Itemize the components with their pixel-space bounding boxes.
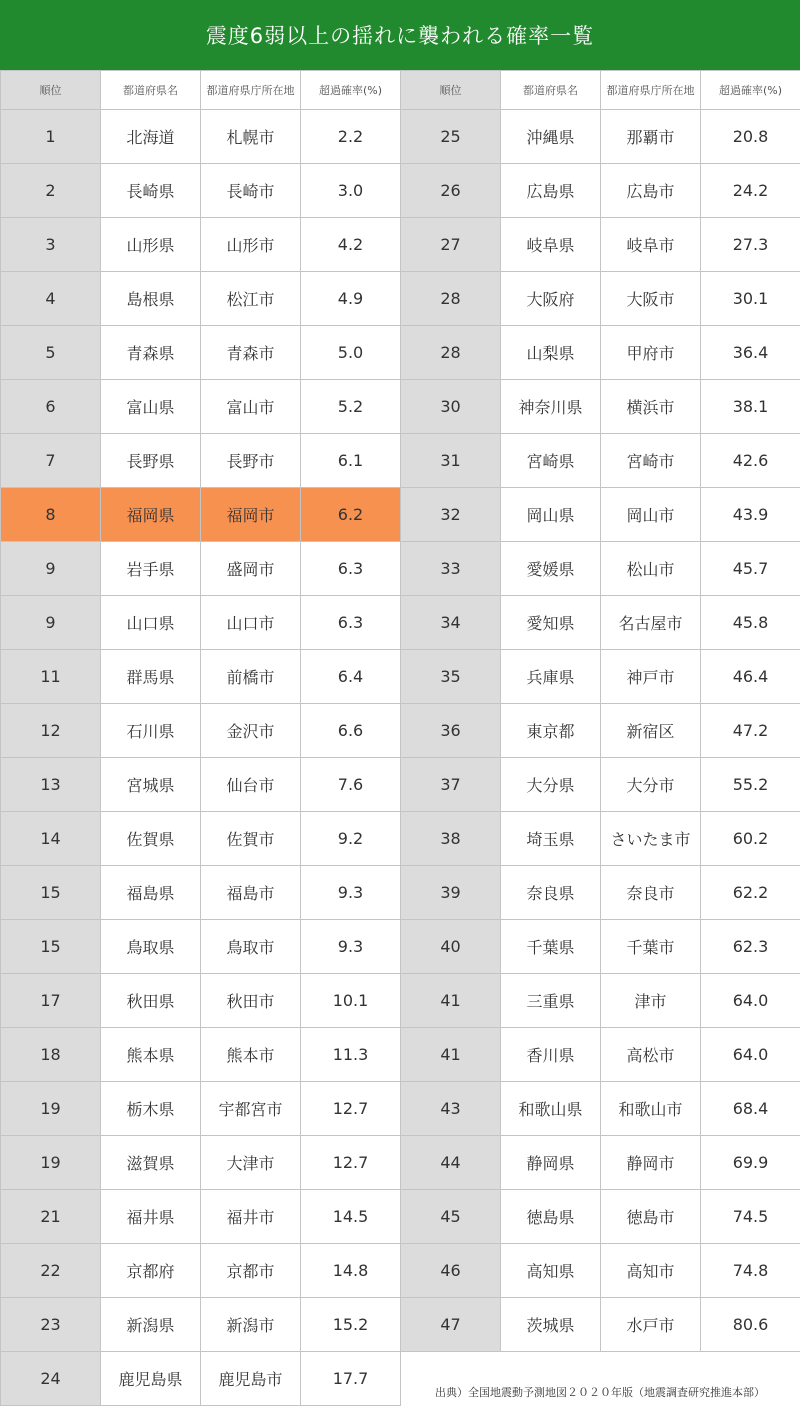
rank-cell: 9 xyxy=(1,542,101,596)
rank-cell: 1 xyxy=(1,110,101,164)
rank-header: 順位 xyxy=(1,71,101,110)
rank-cell: 12 xyxy=(1,704,101,758)
capital-cell: 熊本市 xyxy=(201,1028,301,1082)
rank-cell: 33 xyxy=(401,542,501,596)
rate-cell: 20.8 xyxy=(701,110,800,164)
prefecture-cell: 埼玉県 xyxy=(501,812,601,866)
prefecture-cell: 京都府 xyxy=(101,1244,201,1298)
capital-cell: 千葉市 xyxy=(601,920,701,974)
capital-cell: 福岡市 xyxy=(201,488,301,542)
table-row xyxy=(1,1244,401,1298)
table-row xyxy=(401,596,800,650)
prefecture-cell: 島根県 xyxy=(101,272,201,326)
rate-cell: 3.0 xyxy=(301,164,401,218)
rank-cell: 40 xyxy=(401,920,501,974)
rate-cell: 6.6 xyxy=(301,704,401,758)
prefecture-cell: 奈良県 xyxy=(501,866,601,920)
rank-cell: 43 xyxy=(401,1082,501,1136)
capital-cell: 仙台市 xyxy=(201,758,301,812)
capital-cell: 水戸市 xyxy=(601,1298,701,1352)
table-row xyxy=(401,1244,800,1298)
rank-cell: 28 xyxy=(401,272,501,326)
prefecture-cell: 沖縄県 xyxy=(501,110,601,164)
prefecture-cell: 山形県 xyxy=(101,218,201,272)
table-row xyxy=(1,1190,401,1244)
rate-cell: 12.7 xyxy=(301,1082,401,1136)
table-row xyxy=(401,110,800,164)
capital-cell: 奈良市 xyxy=(601,866,701,920)
prefecture-cell: 秋田県 xyxy=(101,974,201,1028)
table-row xyxy=(1,488,401,542)
prefecture-cell: 大分県 xyxy=(501,758,601,812)
prefecture-cell: 滋賀県 xyxy=(101,1136,201,1190)
capital-cell: 高松市 xyxy=(601,1028,701,1082)
capital-cell: 長崎市 xyxy=(201,164,301,218)
table-row xyxy=(401,1028,800,1082)
rate-cell: 4.9 xyxy=(301,272,401,326)
prefecture-header: 都道府県名 xyxy=(101,71,201,110)
rate-cell: 68.4 xyxy=(701,1082,800,1136)
rate-cell: 60.2 xyxy=(701,812,800,866)
rank-cell: 21 xyxy=(1,1190,101,1244)
rate-cell: 6.4 xyxy=(301,650,401,704)
rank-cell: 18 xyxy=(1,1028,101,1082)
capital-cell: さいたま市 xyxy=(601,812,701,866)
rank-cell: 44 xyxy=(401,1136,501,1190)
table-row xyxy=(401,866,800,920)
table-row xyxy=(1,974,401,1028)
prefecture-cell: 栃木県 xyxy=(101,1082,201,1136)
table-row xyxy=(401,434,800,488)
rank-cell: 25 xyxy=(401,110,501,164)
rank-cell: 4 xyxy=(1,272,101,326)
rank-cell: 26 xyxy=(401,164,501,218)
prefecture-cell: 群馬県 xyxy=(101,650,201,704)
rank-cell: 13 xyxy=(1,758,101,812)
prefecture-cell: 和歌山県 xyxy=(501,1082,601,1136)
prefecture-cell: 福岡県 xyxy=(101,488,201,542)
table-row xyxy=(401,1298,800,1352)
rate-cell: 36.4 xyxy=(701,326,800,380)
table-row xyxy=(1,380,401,434)
capital-cell: 宇都宮市 xyxy=(201,1082,301,1136)
table-row xyxy=(401,650,800,704)
capital-cell: 横浜市 xyxy=(601,380,701,434)
rate-cell: 4.2 xyxy=(301,218,401,272)
table-header-row xyxy=(1,71,401,110)
rate-cell: 6.3 xyxy=(301,542,401,596)
rank-cell: 36 xyxy=(401,704,501,758)
table-row xyxy=(401,380,800,434)
table-row xyxy=(1,272,401,326)
rate-cell: 47.2 xyxy=(701,704,800,758)
prefecture-cell: 岩手県 xyxy=(101,542,201,596)
prefecture-cell: 兵庫県 xyxy=(501,650,601,704)
table-row xyxy=(1,164,401,218)
rate-cell: 62.2 xyxy=(701,866,800,920)
rank-cell: 19 xyxy=(1,1136,101,1190)
rate-cell: 80.6 xyxy=(701,1298,800,1352)
rate-header: 超過確率(%) xyxy=(701,71,800,110)
rank-cell: 45 xyxy=(401,1190,501,1244)
prefecture-cell: 熊本県 xyxy=(101,1028,201,1082)
table-row xyxy=(401,1082,800,1136)
rate-cell: 62.3 xyxy=(701,920,800,974)
prefecture-cell: 千葉県 xyxy=(501,920,601,974)
prefecture-cell: 岡山県 xyxy=(501,488,601,542)
capital-cell: 山形市 xyxy=(201,218,301,272)
rate-cell: 24.2 xyxy=(701,164,800,218)
capital-cell: 新潟市 xyxy=(201,1298,301,1352)
rank-cell: 8 xyxy=(1,488,101,542)
prefecture-cell: 神奈川県 xyxy=(501,380,601,434)
rank-cell: 37 xyxy=(401,758,501,812)
prefecture-cell: 東京都 xyxy=(501,704,601,758)
rank-cell: 7 xyxy=(1,434,101,488)
table-row xyxy=(401,758,800,812)
prefecture-cell: 高知県 xyxy=(501,1244,601,1298)
prefecture-cell: 三重県 xyxy=(501,974,601,1028)
capital-cell: 徳島市 xyxy=(601,1190,701,1244)
rate-cell: 9.3 xyxy=(301,866,401,920)
capital-cell: 津市 xyxy=(601,974,701,1028)
capital-cell: 大阪市 xyxy=(601,272,701,326)
rank-header: 順位 xyxy=(401,71,501,110)
prefecture-cell: 岐阜県 xyxy=(501,218,601,272)
rank-cell: 38 xyxy=(401,812,501,866)
rate-cell: 43.9 xyxy=(701,488,800,542)
rank-cell: 30 xyxy=(401,380,501,434)
rate-cell: 12.7 xyxy=(301,1136,401,1190)
rank-cell: 46 xyxy=(401,1244,501,1298)
table-row xyxy=(401,1136,800,1190)
rank-cell: 15 xyxy=(1,866,101,920)
table-row xyxy=(401,218,800,272)
capital-cell: 宮崎市 xyxy=(601,434,701,488)
prefecture-cell: 徳島県 xyxy=(501,1190,601,1244)
rate-cell: 64.0 xyxy=(701,974,800,1028)
prefecture-cell: 山口県 xyxy=(101,596,201,650)
rate-cell: 15.2 xyxy=(301,1298,401,1352)
prefecture-cell: 北海道 xyxy=(101,110,201,164)
rate-cell: 55.2 xyxy=(701,758,800,812)
capital-cell: 札幌市 xyxy=(201,110,301,164)
capital-cell: 甲府市 xyxy=(601,326,701,380)
capital-cell: 山口市 xyxy=(201,596,301,650)
rate-cell: 14.8 xyxy=(301,1244,401,1298)
ranking-table-left-body xyxy=(1,110,401,1406)
rank-cell: 28 xyxy=(401,326,501,380)
table-row xyxy=(1,1352,401,1406)
rate-cell: 9.3 xyxy=(301,920,401,974)
rate-cell: 45.7 xyxy=(701,542,800,596)
capital-cell: 鳥取市 xyxy=(201,920,301,974)
rank-cell: 11 xyxy=(1,650,101,704)
capital-cell: 前橋市 xyxy=(201,650,301,704)
table-row xyxy=(401,326,800,380)
table-row xyxy=(1,1136,401,1190)
table-row xyxy=(1,866,401,920)
capital-cell: 松江市 xyxy=(201,272,301,326)
capital-cell: 大津市 xyxy=(201,1136,301,1190)
table-row xyxy=(1,920,401,974)
rate-cell: 46.4 xyxy=(701,650,800,704)
rank-cell: 47 xyxy=(401,1298,501,1352)
ranking-table-right-body xyxy=(401,110,800,1352)
rate-cell: 5.0 xyxy=(301,326,401,380)
prefecture-cell: 佐賀県 xyxy=(101,812,201,866)
capital-cell: 高知市 xyxy=(601,1244,701,1298)
table-row xyxy=(401,164,800,218)
rate-cell: 7.6 xyxy=(301,758,401,812)
table-row xyxy=(1,326,401,380)
source-note: 出典）全国地震動予測地図２０２０年版（地震調査研究推進本部） xyxy=(435,1386,765,1399)
rate-cell: 17.7 xyxy=(301,1352,401,1406)
prefecture-cell: 茨城県 xyxy=(501,1298,601,1352)
capital-cell: 京都市 xyxy=(201,1244,301,1298)
capital-header: 都道府県庁所在地 xyxy=(201,71,301,110)
rank-cell: 24 xyxy=(1,1352,101,1406)
capital-cell: 新宿区 xyxy=(601,704,701,758)
table-row xyxy=(1,218,401,272)
capital-cell: 松山市 xyxy=(601,542,701,596)
capital-cell: 広島市 xyxy=(601,164,701,218)
rank-cell: 19 xyxy=(1,1082,101,1136)
table-row xyxy=(1,596,401,650)
capital-cell: 名古屋市 xyxy=(601,596,701,650)
table-header-row xyxy=(401,71,800,110)
capital-cell: 青森市 xyxy=(201,326,301,380)
rate-cell: 64.0 xyxy=(701,1028,800,1082)
rank-cell: 27 xyxy=(401,218,501,272)
prefecture-cell: 鹿児島県 xyxy=(101,1352,201,1406)
rate-cell: 14.5 xyxy=(301,1190,401,1244)
table-row xyxy=(1,434,401,488)
table-row xyxy=(401,542,800,596)
table-row xyxy=(401,488,800,542)
rank-cell: 41 xyxy=(401,974,501,1028)
rate-cell: 38.1 xyxy=(701,380,800,434)
prefecture-cell: 愛媛県 xyxy=(501,542,601,596)
prefecture-cell: 山梨県 xyxy=(501,326,601,380)
prefecture-cell: 静岡県 xyxy=(501,1136,601,1190)
rate-cell: 27.3 xyxy=(701,218,800,272)
capital-cell: 大分市 xyxy=(601,758,701,812)
rank-cell: 39 xyxy=(401,866,501,920)
rank-cell: 15 xyxy=(1,920,101,974)
rate-header: 超過確率(%) xyxy=(301,71,401,110)
capital-cell: 福島市 xyxy=(201,866,301,920)
table-row xyxy=(401,974,800,1028)
rank-cell: 17 xyxy=(1,974,101,1028)
capital-cell: 盛岡市 xyxy=(201,542,301,596)
capital-header: 都道府県庁所在地 xyxy=(601,71,701,110)
rate-cell: 11.3 xyxy=(301,1028,401,1082)
table-row xyxy=(401,272,800,326)
rate-cell: 42.6 xyxy=(701,434,800,488)
table-row xyxy=(1,812,401,866)
rate-cell: 6.3 xyxy=(301,596,401,650)
prefecture-cell: 大阪府 xyxy=(501,272,601,326)
rank-cell: 31 xyxy=(401,434,501,488)
capital-cell: 静岡市 xyxy=(601,1136,701,1190)
table-row xyxy=(1,758,401,812)
rate-cell: 9.2 xyxy=(301,812,401,866)
table-row xyxy=(1,110,401,164)
prefecture-cell: 長野県 xyxy=(101,434,201,488)
rank-cell: 14 xyxy=(1,812,101,866)
rank-cell: 32 xyxy=(401,488,501,542)
capital-cell: 福井市 xyxy=(201,1190,301,1244)
ranking-table-left xyxy=(0,70,401,1406)
prefecture-cell: 新潟県 xyxy=(101,1298,201,1352)
rate-cell: 10.1 xyxy=(301,974,401,1028)
prefecture-cell: 宮城県 xyxy=(101,758,201,812)
prefecture-cell: 福島県 xyxy=(101,866,201,920)
capital-cell: 那覇市 xyxy=(601,110,701,164)
prefecture-cell: 長崎県 xyxy=(101,164,201,218)
rank-cell: 9 xyxy=(1,596,101,650)
rank-cell: 41 xyxy=(401,1028,501,1082)
prefecture-cell: 宮崎県 xyxy=(501,434,601,488)
rank-cell: 2 xyxy=(1,164,101,218)
table-row xyxy=(1,650,401,704)
rank-cell: 6 xyxy=(1,380,101,434)
capital-cell: 富山市 xyxy=(201,380,301,434)
rate-cell: 30.1 xyxy=(701,272,800,326)
rank-cell: 23 xyxy=(1,1298,101,1352)
prefecture-cell: 石川県 xyxy=(101,704,201,758)
capital-cell: 佐賀市 xyxy=(201,812,301,866)
rank-cell: 34 xyxy=(401,596,501,650)
rate-cell: 6.1 xyxy=(301,434,401,488)
table-row xyxy=(401,920,800,974)
capital-cell: 岐阜市 xyxy=(601,218,701,272)
prefecture-cell: 鳥取県 xyxy=(101,920,201,974)
capital-cell: 金沢市 xyxy=(201,704,301,758)
table-row xyxy=(401,1190,800,1244)
table-row xyxy=(1,704,401,758)
table-row xyxy=(1,1298,401,1352)
rate-cell: 2.2 xyxy=(301,110,401,164)
rank-cell: 5 xyxy=(1,326,101,380)
prefecture-cell: 青森県 xyxy=(101,326,201,380)
table-row xyxy=(1,1082,401,1136)
rate-cell: 45.8 xyxy=(701,596,800,650)
rate-cell: 5.2 xyxy=(301,380,401,434)
prefecture-cell: 富山県 xyxy=(101,380,201,434)
capital-cell: 鹿児島市 xyxy=(201,1352,301,1406)
prefecture-cell: 福井県 xyxy=(101,1190,201,1244)
capital-cell: 和歌山市 xyxy=(601,1082,701,1136)
rate-cell: 74.5 xyxy=(701,1190,800,1244)
prefecture-cell: 広島県 xyxy=(501,164,601,218)
prefecture-cell: 愛知県 xyxy=(501,596,601,650)
rate-cell: 69.9 xyxy=(701,1136,800,1190)
rank-cell: 35 xyxy=(401,650,501,704)
capital-cell: 秋田市 xyxy=(201,974,301,1028)
ranking-table-right xyxy=(400,70,800,1352)
table-row xyxy=(401,812,800,866)
rank-cell: 22 xyxy=(1,1244,101,1298)
page-title: 震度6弱以上の揺れに襲われる確率一覧 xyxy=(0,0,800,70)
capital-cell: 岡山市 xyxy=(601,488,701,542)
table-row xyxy=(1,542,401,596)
capital-cell: 長野市 xyxy=(201,434,301,488)
rate-cell: 74.8 xyxy=(701,1244,800,1298)
rate-cell: 6.2 xyxy=(301,488,401,542)
prefecture-header: 都道府県名 xyxy=(501,71,601,110)
table-row xyxy=(1,1028,401,1082)
rank-cell: 3 xyxy=(1,218,101,272)
table-row xyxy=(401,704,800,758)
capital-cell: 神戸市 xyxy=(601,650,701,704)
prefecture-cell: 香川県 xyxy=(501,1028,601,1082)
